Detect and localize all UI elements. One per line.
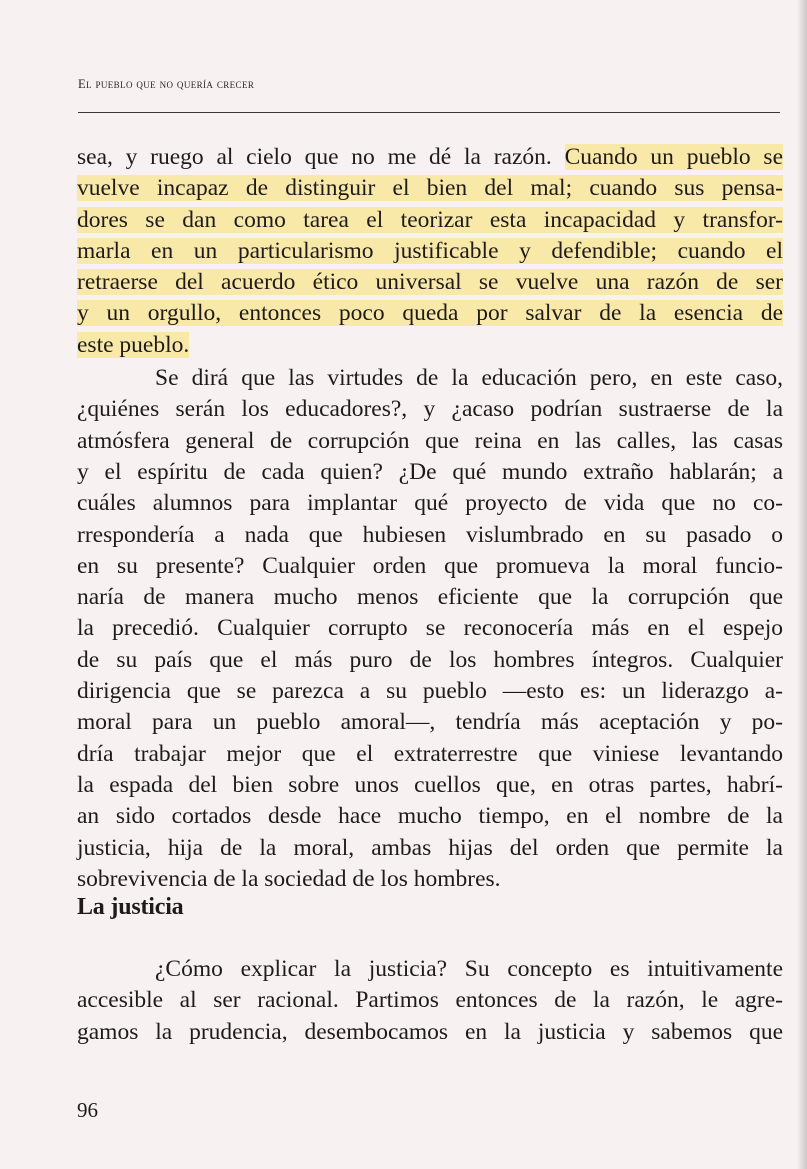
text-line: cuáles alumnos para implantar qué proyecto de vida que no co- bbox=[77, 490, 783, 517]
highlighted-text: vuelve incapaz de distinguir el bien del mal; cuando sus pensa- bbox=[77, 175, 783, 202]
text-line: Se dirá que las virtudes de la educación pero, en este caso, bbox=[155, 365, 783, 392]
highlighted-text: y un orgullo, entonces poco queda por salvar de la esencia de bbox=[77, 300, 783, 327]
text-line: sobrevivencia de la sociedad de los hombres. bbox=[77, 865, 501, 892]
paragraph-highlighted bbox=[77, 142, 783, 361]
text-line: la precedió. Cualquier corrupto se reconocería más en el espejo bbox=[77, 615, 783, 642]
text-line bbox=[77, 267, 783, 298]
text-line bbox=[77, 236, 783, 267]
text-line: en su presente? Cualquier orden que promueva la moral funcio- bbox=[77, 552, 783, 579]
text-line bbox=[77, 298, 783, 329]
text-line: an sido cortados desde hace mucho tiempo, en el nombre de la bbox=[77, 803, 783, 830]
section-heading: La justicia bbox=[77, 894, 184, 920]
header-rule bbox=[78, 112, 780, 113]
text-line: naría de manera mucho menos eficiente que la corrupción que bbox=[77, 584, 783, 611]
text-line: justicia, hija de la moral, ambas hijas del orden que permite la bbox=[77, 834, 783, 861]
highlighted-text: Cuando un pueblo se bbox=[564, 144, 784, 170]
highlighted-text: dores se dan como tarea el teorizar esta incapacidad y transfor- bbox=[77, 206, 783, 233]
text-line bbox=[77, 173, 783, 204]
text-line: la espada del bien sobre unos cuellos que, en otras partes, habrí- bbox=[77, 771, 783, 798]
text-line bbox=[77, 142, 783, 173]
page-edge-shadow bbox=[797, 0, 807, 1169]
text-line: dirigencia que se parezca a su pueblo —esto es: un liderazgo a- bbox=[77, 678, 783, 705]
text-line: accesible al ser racional. Partimos entonces de la razón, le agre- bbox=[77, 987, 783, 1014]
highlighted-text: marla en un particularismo justificable y defendible; cuando el bbox=[77, 237, 783, 264]
text-line: moral para un pueblo amoral—, tendría más aceptación y po- bbox=[77, 709, 783, 736]
text-line: de su país que el más puro de los hombres íntegros. Cualquier bbox=[77, 646, 783, 673]
text-line: y el espíritu de cada quien? ¿De qué mundo extraño hablarán; a bbox=[77, 458, 783, 485]
text-line: atmósfera general de corrupción que reina en las calles, las casas bbox=[77, 427, 783, 454]
text-line: ¿Cómo explicar la justicia? Su concepto es intuitivamente bbox=[155, 956, 783, 982]
highlighted-text: retraerse del acuerdo ético universal se vuelve una razón de ser bbox=[77, 269, 783, 296]
paragraph-education bbox=[77, 363, 783, 895]
text-line: dría trabajar mejor que el extraterrestre que viniese levantando bbox=[77, 740, 783, 767]
text-line bbox=[77, 330, 783, 361]
section-text-block bbox=[77, 954, 783, 1048]
running-head: El pueblo que no quería crecer bbox=[78, 77, 255, 91]
text-line: gamos la prudencia, desembocamos en la justicia y sabemos que bbox=[77, 1018, 783, 1045]
text-line: rrespondería a nada que hubiesen vislumbrado en su pasado o bbox=[77, 521, 783, 548]
text-line: ¿quiénes serán los educadores?, y ¿acaso podrían sustraerse de la bbox=[77, 396, 783, 423]
highlighted-text: este pueblo. bbox=[77, 331, 190, 358]
main-text-block bbox=[77, 142, 783, 895]
line-text: sea, y ruego al cielo que no me dé la razón. bbox=[77, 144, 565, 170]
text-line bbox=[77, 205, 783, 236]
page-number: 96 bbox=[77, 1098, 98, 1122]
